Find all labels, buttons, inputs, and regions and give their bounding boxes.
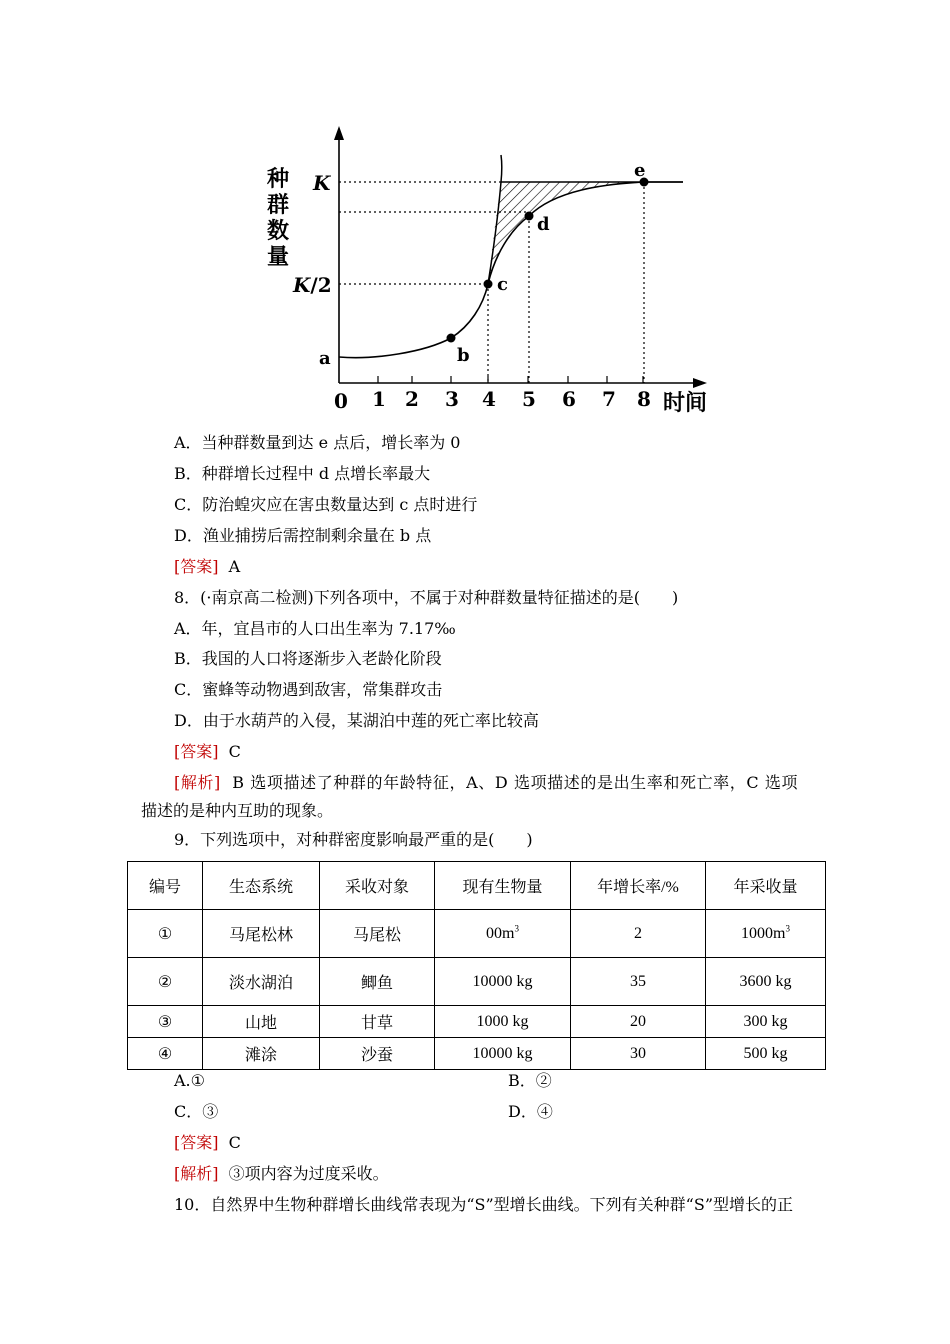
table-cell: 35 [571, 958, 706, 1006]
table-cell: 20 [571, 1006, 706, 1038]
q8-answer [174, 741, 241, 763]
x-tick-label: 0 [334, 389, 348, 413]
x-tick-label: 6 [562, 387, 576, 411]
q8-option-c: C．蜜蜂等动物遇到敌害，常集群攻击 [174, 680, 443, 699]
q7-option-a: A．当种群数量到达 e 点后，增长率为 0 [174, 433, 461, 452]
table-header-cell: 编号 [128, 862, 203, 910]
q10-stem: 10．自然界中生物种群增长曲线常表现为“S”型增长曲线。下列有关种群“S”型增长的正 [174, 1195, 794, 1214]
analysis-text: B 选项描述了种群的年龄特征，A、D 选项描述的是出生率和死亡率，C 选项 [232, 773, 799, 792]
answer-value: A [228, 557, 241, 576]
x-tick-label: 5 [522, 387, 536, 411]
table-cell: 滩涂 [203, 1038, 320, 1070]
q9-answer [174, 1132, 241, 1154]
table-header-cell: 采收对象 [320, 862, 435, 910]
x-tick-label: 4 [482, 387, 496, 411]
x-tick-label: 1 [372, 387, 386, 411]
harvest-table [127, 861, 826, 1070]
table-cell: 3600 kg [706, 958, 826, 1006]
table-cell: ③ [128, 1006, 203, 1038]
table-cell: ② [128, 958, 203, 1006]
q8-stem: 8．(·南京高二检测)下列各项中，不属于对种群数量特征描述的是( ) [174, 588, 679, 607]
point-label-b: b [457, 345, 470, 366]
q8-option-b: B．我国的人口将逐渐步入老龄化阶段 [174, 649, 442, 668]
table-cell: $1000m^3$ [706, 910, 826, 958]
q9-analysis [174, 1163, 389, 1185]
q7-answer [174, 556, 240, 578]
answer-tag: [答案] [174, 557, 219, 576]
table-row [128, 1006, 826, 1038]
table-cell: ① [128, 910, 203, 958]
table-cell: 马尾松林 [203, 910, 320, 958]
q8-analysis-cont: 描述的是种内互助的现象。 [141, 801, 334, 820]
population-growth-graph [255, 120, 725, 420]
table-cell: 1000 kg [435, 1006, 571, 1038]
y-axis-label-char: 种 [267, 167, 290, 192]
q7-option-d: D．渔业捕捞后需控制剩余量在 b 点 [174, 526, 432, 545]
table-cell: 山地 [203, 1006, 320, 1038]
table-cell: ④ [128, 1038, 203, 1070]
point-label-d: d [537, 214, 550, 235]
x-tick-label: 3 [445, 387, 459, 411]
x-tick-label: 7 [602, 387, 616, 411]
table-header-row [128, 862, 826, 910]
q8-option-a: A．年，宜昌市的人口出生率为 7.17‰ [174, 619, 456, 638]
q9-option-d: D．④ [508, 1102, 553, 1121]
x-tick-label: 8 [637, 387, 651, 411]
y-tick-k: K [313, 171, 331, 195]
point-label-c: c [497, 274, 508, 295]
point-c [484, 280, 493, 289]
table-header-cell: 生态系统 [203, 862, 320, 910]
y-axis-label-char: 数 [267, 219, 290, 244]
table-cell: 2 [571, 910, 706, 958]
analysis-text: ③项内容为过度采收。 [228, 1164, 389, 1183]
q9-stem: 9．下列选项中，对种群密度影响最严重的是( ) [174, 830, 533, 849]
table-cell: $00m^3$ [435, 910, 571, 958]
x-tick-label: 2 [405, 387, 419, 411]
table-cell: 10000 kg [435, 958, 571, 1006]
q8-analysis [174, 772, 798, 794]
y-axis-label-char: 群 [267, 193, 290, 218]
table-header-cell: 年采收量 [706, 862, 826, 910]
q7-option-c: C．防治蝗灾应在害虫数量达到 c 点时进行 [174, 495, 478, 514]
x-axis-arrow [693, 378, 707, 388]
y-axis-label-char: 量 [267, 245, 290, 270]
table-cell: 300 kg [706, 1006, 826, 1038]
q7-option-b: B．种群增长过程中 d 点增长率最大 [174, 464, 431, 483]
analysis-tag: [解析] [174, 1164, 219, 1183]
table-cell: 10000 kg [435, 1038, 571, 1070]
point-label-a: a [319, 348, 331, 369]
table-row [128, 1038, 826, 1070]
table-row [128, 958, 826, 1006]
table-cell: 500 kg [706, 1038, 826, 1070]
analysis-tag: [解析] [174, 773, 221, 792]
table-cell: 甘草 [320, 1006, 435, 1038]
point-label-e: e [634, 160, 646, 181]
answer-tag: [答案] [174, 1133, 219, 1152]
point-b [447, 334, 456, 343]
table-header-cell: 现有生物量 [435, 862, 571, 910]
answer-tag: [答案] [174, 742, 219, 761]
y-axis-arrow [334, 126, 344, 140]
table-cell: 马尾松 [320, 910, 435, 958]
q8-option-d: D．由于水葫芦的入侵，某湖泊中莲的死亡率比较高 [174, 711, 539, 730]
table-cell: 鲫鱼 [320, 958, 435, 1006]
x-axis-label: 时间 [663, 391, 708, 416]
q9-option-c: C．③ [174, 1102, 219, 1121]
table-cell: 沙蚕 [320, 1038, 435, 1070]
q9-option-a: A.① [174, 1071, 205, 1090]
answer-value: C [228, 1133, 241, 1152]
answer-value: C [228, 742, 241, 761]
point-d [525, 212, 534, 221]
table-row [128, 910, 826, 958]
y-tick-half-k: K/2 [293, 273, 332, 297]
table-cell: 30 [571, 1038, 706, 1070]
table-header-cell: 年增长率/% [571, 862, 706, 910]
table-cell: 淡水湖泊 [203, 958, 320, 1006]
q9-option-b: B．② [508, 1071, 552, 1090]
